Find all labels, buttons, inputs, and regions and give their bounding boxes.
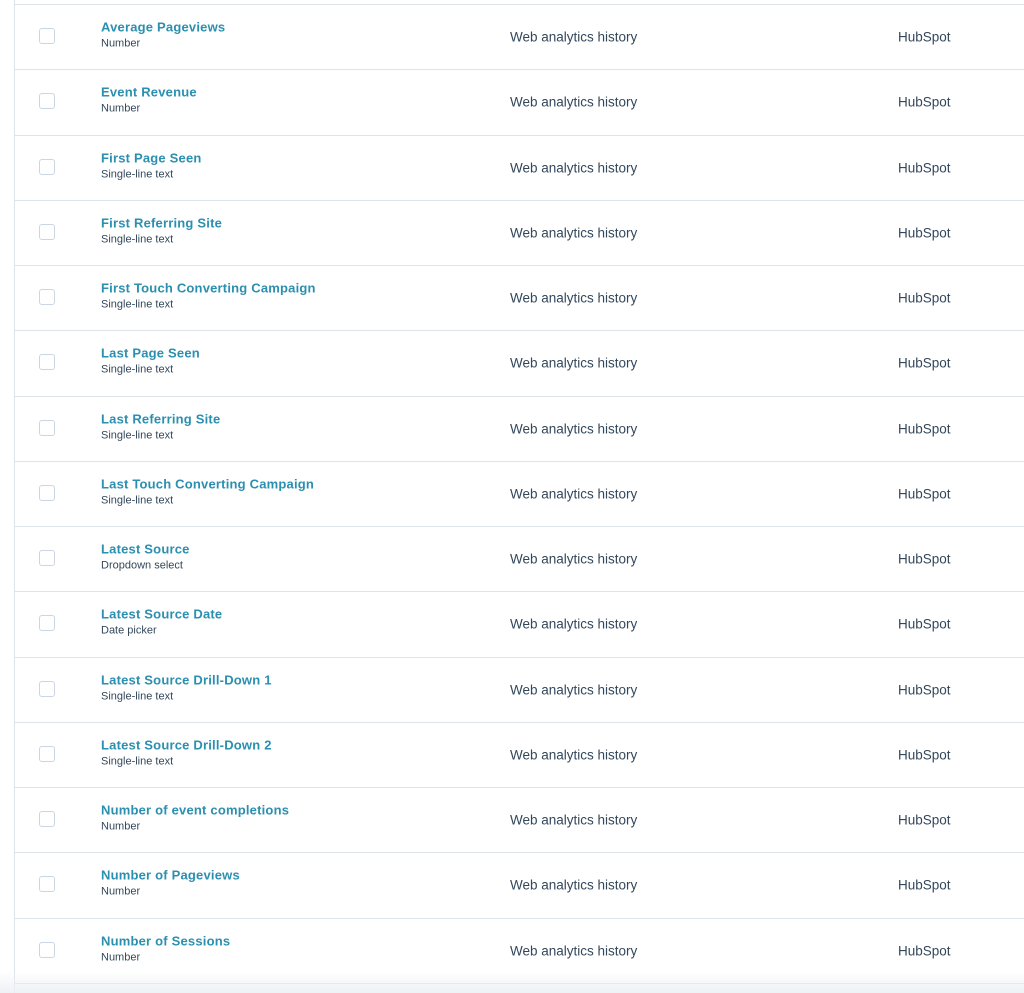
row-checkbox[interactable] [39,485,55,501]
row-checkbox[interactable] [39,746,55,762]
property-group-cell: Web analytics history [510,421,638,437]
table-row[interactable] [15,658,1024,723]
property-created-by-cell: HubSpot [898,355,951,371]
property-name-link[interactable]: Number of event completions [101,802,290,818]
property-name-cell [101,346,200,378]
property-name-link[interactable]: Last Page Seen [101,345,200,361]
property-name-link[interactable]: Latest Source Drill-Down 1 [101,672,272,688]
property-created-by-cell: HubSpot [898,225,951,241]
table-row[interactable] [15,853,1024,918]
row-checkbox[interactable] [39,159,55,175]
property-name-cell [101,672,272,704]
property-group-cell: Web analytics history [510,551,638,567]
property-group-cell: Web analytics history [510,812,638,828]
table-row[interactable] [15,136,1024,201]
table-row[interactable] [15,723,1024,788]
property-created-by-cell: HubSpot [898,160,951,176]
property-name-cell [101,737,272,769]
left-rail [0,0,15,993]
property-group-cell: Web analytics history [510,29,638,45]
property-group-cell: Web analytics history [510,877,638,893]
row-checkbox[interactable] [39,224,55,240]
property-name-link[interactable]: First Touch Converting Campaign [101,280,316,296]
property-name-cell [101,607,222,639]
row-checkbox[interactable] [39,942,55,958]
property-field-type: Number [101,820,141,833]
property-created-by-cell: HubSpot [898,616,951,632]
property-name-cell [101,803,289,835]
table-row[interactable] [15,462,1024,527]
table-row[interactable] [15,5,1024,70]
property-created-by-cell: HubSpot [898,551,951,567]
property-name-cell [101,411,220,443]
row-checkbox[interactable] [39,354,55,370]
property-name-link[interactable]: Number of Sessions [101,933,231,949]
property-group-cell: Web analytics history [510,486,638,502]
row-checkbox[interactable] [39,681,55,697]
property-group-cell: Web analytics history [510,94,638,110]
property-name-link[interactable]: Latest Source [101,541,190,557]
row-checkbox[interactable] [39,420,55,436]
property-name-cell [101,85,197,117]
row-checkbox[interactable] [39,811,55,827]
property-group-cell: Web analytics history [510,747,638,763]
property-created-by-cell: HubSpot [898,421,951,437]
property-name-link[interactable]: Number of Pageviews [101,867,240,883]
property-name-cell [101,215,222,247]
property-field-type: Single-line text [101,494,174,507]
property-group-cell: Web analytics history [510,290,638,306]
property-created-by-cell: HubSpot [898,94,951,110]
property-name-cell [101,476,314,508]
property-name-cell [101,542,190,574]
property-created-by-cell: HubSpot [898,877,951,893]
table-row[interactable] [15,397,1024,462]
property-name-cell [101,150,202,182]
property-field-type: Single-line text [101,233,174,246]
property-group-cell: Web analytics history [510,355,638,371]
row-checkbox[interactable] [39,615,55,631]
property-name-link[interactable]: First Page Seen [101,150,202,166]
row-checkbox[interactable] [39,93,55,109]
property-created-by-cell: HubSpot [898,486,951,502]
property-field-type: Single-line text [101,363,174,376]
table-row[interactable] [15,331,1024,396]
property-name-link[interactable]: First Referring Site [101,215,223,231]
table-row[interactable] [15,919,1024,984]
table-row[interactable] [15,70,1024,135]
property-group-cell: Web analytics history [510,682,638,698]
property-group-cell: Web analytics history [510,160,638,176]
table-row[interactable] [15,201,1024,266]
property-name-link[interactable]: Last Touch Converting Campaign [101,476,315,492]
property-name-link[interactable]: Last Referring Site [101,411,221,427]
property-created-by-cell: HubSpot [898,747,951,763]
property-created-by-cell: HubSpot [898,29,951,45]
property-created-by-cell: HubSpot [898,812,951,828]
table-row[interactable] [15,592,1024,657]
property-field-type: Number [101,951,141,964]
property-name-link[interactable]: Latest Source Date [101,606,223,622]
property-field-type: Date picker [101,624,157,637]
property-field-type: Number [101,885,141,898]
property-group-cell: Web analytics history [510,616,638,632]
row-checkbox[interactable] [39,550,55,566]
table-row[interactable] [15,266,1024,331]
property-group-cell: Web analytics history [510,225,638,241]
property-field-type: Number [101,37,141,50]
property-name-cell [101,933,230,965]
property-group-cell: Web analytics history [510,943,638,959]
property-field-type: Single-line text [101,298,174,311]
property-created-by-cell: HubSpot [898,290,951,306]
property-created-by-cell: HubSpot [898,682,951,698]
property-name-link[interactable]: Latest Source Drill-Down 2 [101,737,272,753]
property-field-type: Number [101,102,141,115]
table-row[interactable] [15,527,1024,592]
property-field-type: Single-line text [101,755,174,768]
property-field-type: Single-line text [101,429,174,442]
property-field-type: Single-line text [101,168,174,181]
properties-table [15,4,1024,984]
property-field-type: Single-line text [101,690,174,703]
property-field-type: Dropdown select [101,559,183,572]
property-name-link[interactable]: Event Revenue [101,84,197,100]
row-checkbox[interactable] [39,28,55,44]
property-name-cell [101,281,316,313]
table-row[interactable] [15,788,1024,853]
row-checkbox[interactable] [39,876,55,892]
property-name-cell [101,868,240,900]
row-checkbox[interactable] [39,289,55,305]
property-created-by-cell: HubSpot [898,943,951,959]
property-name-cell [101,20,225,52]
property-name-link[interactable]: Average Pageviews [101,19,226,35]
